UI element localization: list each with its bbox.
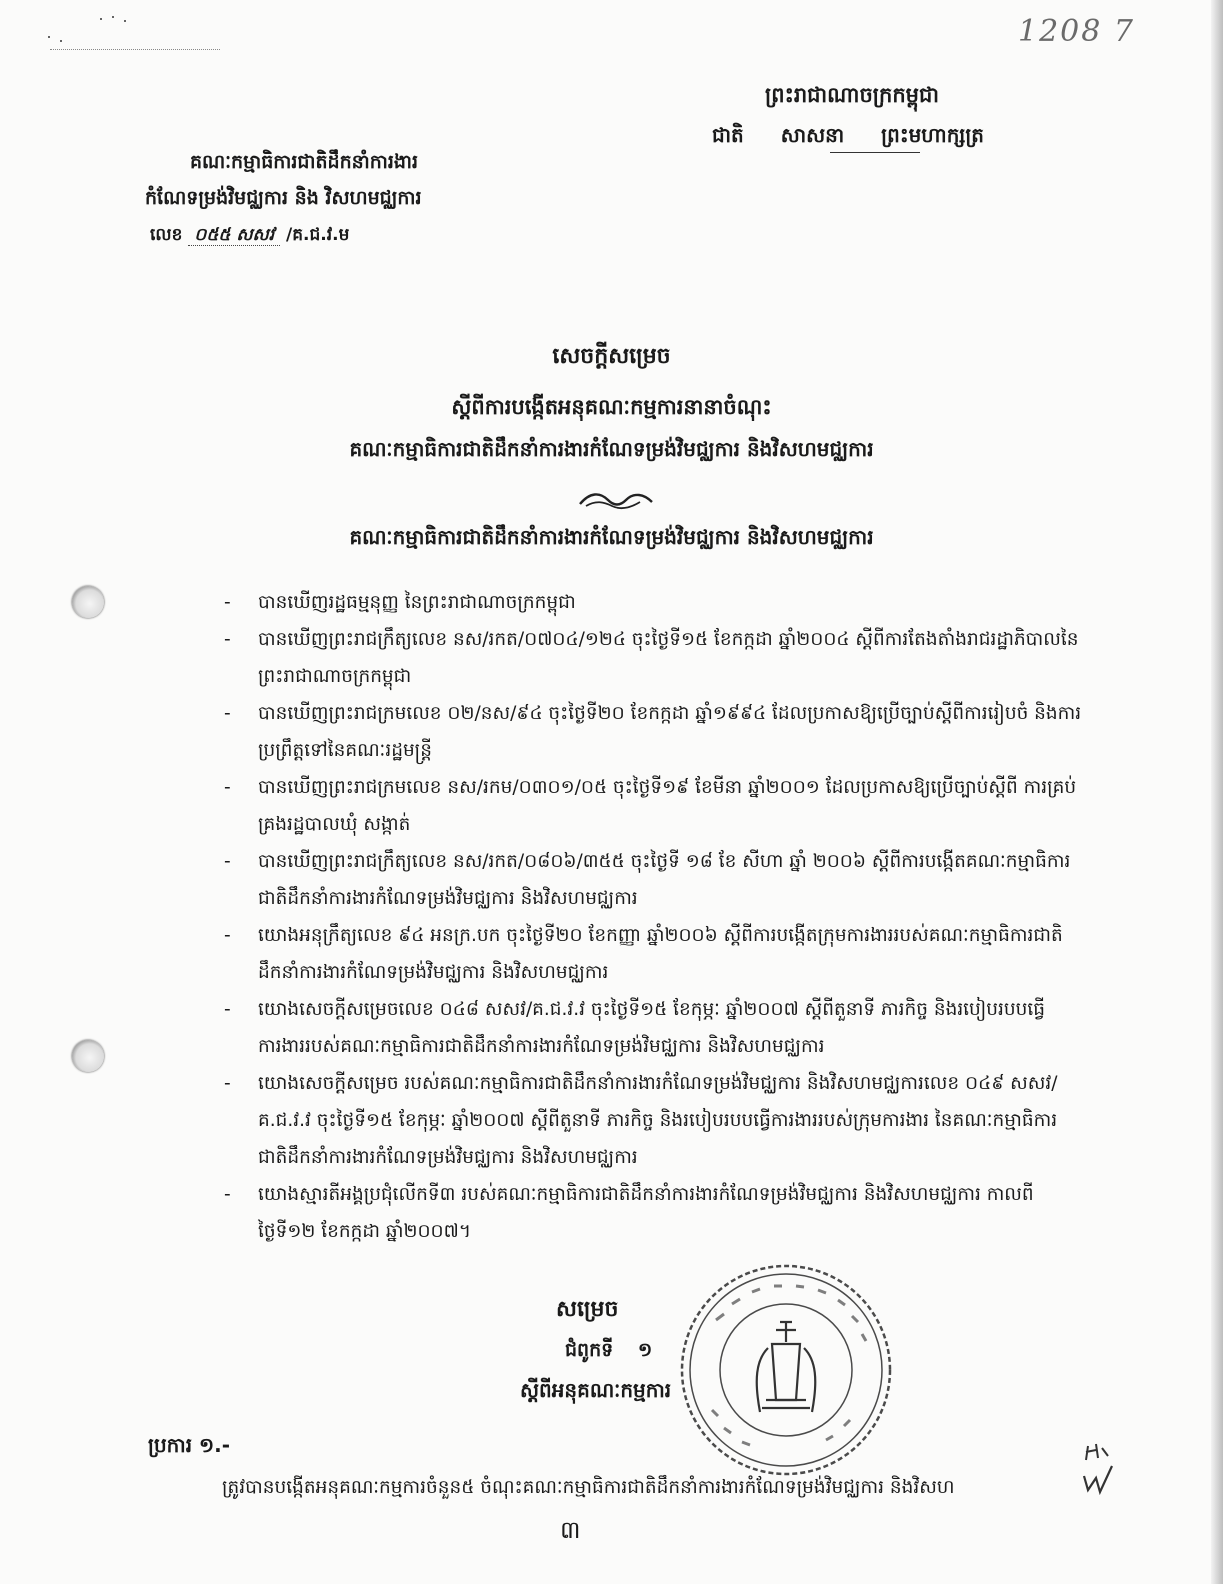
organization-line2: កំណែទម្រង់វិមជ្ឈការ និង វិសហមជ្ឈការ <box>145 187 422 209</box>
scan-edge <box>1211 0 1223 1584</box>
decide-heading: សម្រេច <box>556 1297 619 1322</box>
organization-line1: គណៈកម្មាធិការជាតិដឹកនាំការងារ <box>190 151 418 173</box>
top-dotted-rule <box>50 49 220 50</box>
reference-number <box>150 224 349 249</box>
handwritten-initials <box>1078 1442 1122 1498</box>
article-label: ប្រការ ១.- <box>148 1433 231 1457</box>
motto-religion: សាសនា <box>780 123 845 147</box>
preamble-item: - យោងស្មារតីអង្គប្រជុំលើកទី៣ របស់គណៈកម្មាធិការជាតិដឹកនាំការងារកំណែទម្រង់វិមជ្ឈការ និងវិសហមជ្ឈការ កាលពីថ្ងៃទី១២ ខែកក្កដា ឆ្នាំ២០០៧។ <box>220 1176 1082 1250</box>
handwritten-number: 1208 7 <box>1018 14 1135 49</box>
decision-subject: ស្តីពីការបង្កើតអនុគណៈកម្មការនានាចំណុះ <box>451 395 772 419</box>
preamble-item: - បានឃើញព្រះរាជក្រឹត្យលេខ នស/រកត/០៨០៦/៣៥៥ ចុះថ្ងៃទី ១៨ ខែ សីហា ឆ្នាំ ២០០៦ ស្តីពីការបង្កើតគណៈកម្មាធិការជាតិដឹកនាំការងារកំណែទម្រង់វិមជ្ឈការ និងវិសហមជ្ឈការ <box>220 843 1082 917</box>
preamble-list <box>220 584 1082 1250</box>
chapter-title: ស្តីពីអនុគណៈកម្មការ <box>520 1378 672 1402</box>
punch-hole-lower <box>72 1040 104 1072</box>
motto-king: ព្រះមហាក្សត្រ <box>881 123 985 147</box>
decision-title: សេចក្តីសម្រេច <box>552 344 671 369</box>
motto-nation: ជាតិ <box>712 123 744 147</box>
preamble-item: - បានឃើញព្រះរាជក្រមលេខ នស/រកម/០៣០១/០៥ ចុះថ្ងៃទី១៩ ខែមីនា ឆ្នាំ២០០១ ដែលប្រកាសឱ្យប្រើច្បាប់ស្តីពី ការគ្រប់គ្រងរដ្ឋបាលឃុំ សង្កាត់ <box>220 769 1082 843</box>
ref-label: លេខ <box>150 225 183 245</box>
preamble-item: - យោងសេចក្តីសម្រេចលេខ ០៤៨ សសវ/គ.ជ.វ.វ ចុះថ្ងៃទី១៥ ខែកុម្ភៈ ឆ្នាំ២០០៧ ស្តីពីតួនាទី ភារកិច្ច និងរបៀបរបបធ្វើការងាររបស់គណៈកម្មាធិការជាតិដឹកនាំការងារកំណែទម្រង់វិមជ្ឈការ និងវិសហមជ្ឈការ <box>220 991 1082 1065</box>
national-motto <box>712 122 984 152</box>
ref-suffix: /គ.ជ.វ.ម <box>286 225 350 245</box>
chapter-label: ជំពូកទី ១ <box>565 1339 653 1361</box>
scan-specks <box>40 14 220 54</box>
article-text: ត្រូវបានបង្កើតអនុគណៈកម្មការចំនួន៥ ចំណុះគណៈកម្មាធិការជាតិដឹកនាំការងារកំណែទម្រង់វិមជ្ឈការ និងវិសហ <box>222 1477 955 1498</box>
ornament-icon <box>578 490 654 512</box>
kingdom-title: ព្រះរាជាណាចក្រកម្ពុជា <box>765 83 940 107</box>
punch-hole-upper <box>72 586 104 618</box>
decision-committee: គណៈកម្មាធិការជាតិដឹកនាំការងារកំណែទម្រង់វិមជ្ឈការ និងវិសហមជ្ឈការ <box>349 437 874 461</box>
preamble-item: - បានឃើញរដ្ឋធម្មនុញ្ញ នៃព្រះរាជាណាចក្រកម្ពុជា <box>220 584 1082 621</box>
preamble-item: - បានឃើញព្រះរាជក្រមលេខ ០២/នស/៩៤ ចុះថ្ងៃទី២០ ខែកក្កដា ឆ្នាំ១៩៩៤ ដែលប្រកាសឱ្យប្រើច្បាប់ស្តីពីការរៀបចំ និងការប្រព្រឹត្តទៅនៃគណៈរដ្ឋមន្ត្រី <box>220 695 1082 769</box>
preamble-item: - យោងអនុក្រឹត្យលេខ ៩៤ អនក្រ.បក ចុះថ្ងៃទី២០ ខែកញ្ញា ឆ្នាំ២០០៦ ស្តីពីការបង្កើតក្រុមការងាររបស់គណៈកម្មាធិការជាតិដឹកនាំការងារកំណែទម្រង់វិមជ្ឈការ និងវិសហមជ្ឈការ <box>220 917 1082 991</box>
motto-underline <box>830 152 920 153</box>
preamble-item: - យោងសេចក្តីសម្រេច របស់គណៈកម្មាធិការជាតិដឹកនាំការងារកំណែទម្រង់វិមជ្ឈការ និងវិសហមជ្ឈការលេខ ០៤៩ សសវ/គ.ជ.វ.វ ចុះថ្ងៃទី១៥ ខែកុម្ភៈ ឆ្នាំ២០០៧ ស្តីពីតួនាទី ភារកិច្ច និងរបៀបរបបធ្វើការងាររបស់ក្រុមការងារ នៃគណៈកម្មាធិការជាតិដឹកនាំការងារកំណែទម្រង់វិមជ្ឈការ និងវិសហមជ្ឈការ <box>220 1065 1082 1176</box>
ref-number: ០៥៥ សសវ <box>188 225 280 246</box>
official-seal <box>676 1260 896 1480</box>
page-number: ៣ <box>560 1516 581 1544</box>
preamble-item: - បានឃើញព្រះរាជក្រឹត្យលេខ នស/រកត/០៧០៤/១២៤ ចុះថ្ងៃទី១៥ ខែកក្កដា ឆ្នាំ២០០៤ ស្តីពីការតែងតាំងរាជរដ្ឋាភិបាលនៃព្រះរាជាណាចក្រកម្ពុជា <box>220 621 1082 695</box>
issuing-authority: គណៈកម្មាធិការជាតិដឹកនាំការងារកំណែទម្រង់វិមជ្ឈការ និងវិសហមជ្ឈការ <box>349 525 874 549</box>
